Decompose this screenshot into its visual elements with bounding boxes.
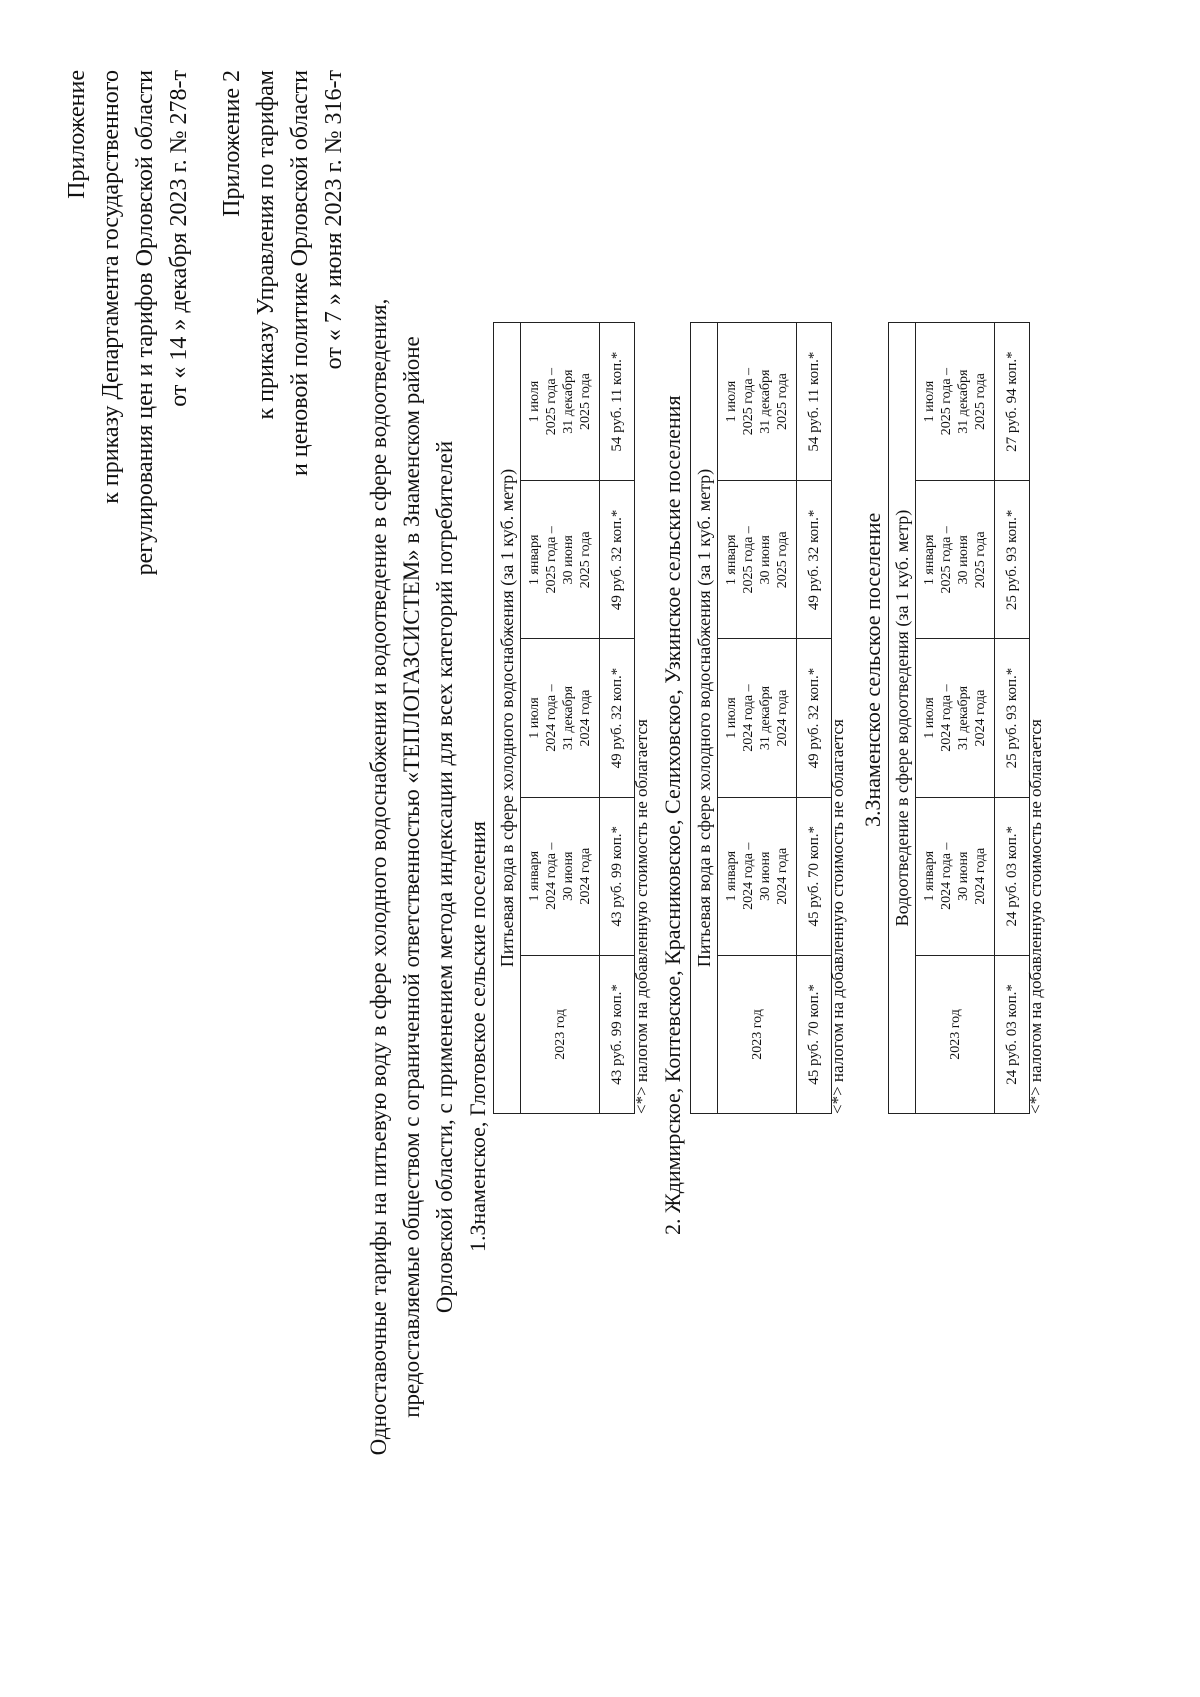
tariff-value: 25 руб. 93 коп.* xyxy=(995,639,1030,797)
tariff-value: 45 руб. 70 коп.* xyxy=(797,797,832,955)
tariff-value: 54 руб. 11 коп.* xyxy=(600,323,635,481)
periods-row xyxy=(521,323,600,1114)
section-heading: 2. Ждимирское, Коптевское, Красниковское, Селиховское, Узкинское сельские поселения xyxy=(660,395,685,1235)
appendix-line: регулирования цен и тарифов Орловской области xyxy=(132,70,158,576)
table-caption: Питьевая вода в сфере холодного водоснабжения (за 1 куб. метр) xyxy=(494,323,521,1114)
periods-row xyxy=(916,323,995,1114)
tariff-value: 49 руб. 32 коп.* xyxy=(797,481,832,639)
tariff-value: 24 руб. 03 коп.* xyxy=(995,797,1030,955)
appendix-date: от « 7 » июня 2023 г. № 316-т xyxy=(321,70,347,370)
appendix-line: к приказу Департамента государственного xyxy=(98,70,124,504)
values-row xyxy=(995,323,1030,1114)
section-heading: 3.Знаменское сельское поселение xyxy=(860,512,885,827)
values-row xyxy=(797,323,832,1114)
appendix-title: Приложение xyxy=(64,70,90,199)
title-line: Одноставочные тарифы на питьевую воду в сфере холодного водоснабжения и водоотведение в сфере водоотведения, xyxy=(366,298,391,1456)
document-title xyxy=(362,57,461,1697)
values-row xyxy=(600,323,635,1114)
period-cell: 2023 год xyxy=(521,955,600,1113)
periods-row xyxy=(718,323,797,1114)
tariff-value: 49 руб. 32 коп.* xyxy=(600,481,635,639)
title-line: предоставляемые обществом с ограниченной ответственностью «ТЕПЛОГАЗСИСТЕМ» в Знаменском районе xyxy=(399,336,424,1418)
period-cell: 1 июля 2024 года – 31 декабря 2024 года xyxy=(521,639,600,797)
appendix-2-header xyxy=(215,70,351,476)
period-cell: 1 января 2025 года – 30 июня 2025 года xyxy=(521,481,600,639)
period-cell: 2023 год xyxy=(718,955,797,1113)
vat-note: <*> налогом на добавленную стоимость не облагается xyxy=(632,719,651,1114)
appendix-line: и ценовой политике Орловской области xyxy=(287,70,313,476)
title-line: Орловской области, с применением метода индексации для всех категорий потребителей xyxy=(432,440,457,1314)
tariff-value: 24 руб. 03 коп.* xyxy=(995,955,1030,1113)
appendix-header xyxy=(60,70,196,575)
period-cell: 1 июля 2025 года – 31 декабря 2025 года xyxy=(718,323,797,481)
table-caption: Питьевая вода в сфере холодного водоснабжения (за 1 куб. метр) xyxy=(691,323,718,1114)
period-cell: 1 января 2025 года – 30 июня 2025 года xyxy=(718,481,797,639)
tariff-value: 49 руб. 32 коп.* xyxy=(600,639,635,797)
period-cell: 1 июля 2024 года – 31 декабря 2024 года xyxy=(916,639,995,797)
appendix-line: к приказу Управления по тарифам xyxy=(253,70,279,420)
period-cell: 1 января 2024 года – 30 июня 2024 года xyxy=(521,797,600,955)
tariff-value: 27 руб. 94 коп.* xyxy=(995,323,1030,481)
section-heading: 1.Знаменское, Глотовское сельские поселения xyxy=(465,821,490,1252)
tariff-table xyxy=(690,322,832,1114)
tariff-value: 43 руб. 99 коп.* xyxy=(600,797,635,955)
tariff-value: 25 руб. 93 коп.* xyxy=(995,481,1030,639)
table-caption: Водоотведение в сфере водоотведения (за 1 куб. метр) xyxy=(889,323,916,1114)
vat-note: <*> налогом на добавленную стоимость не облагается xyxy=(828,719,847,1114)
tariff-value: 43 руб. 99 коп.* xyxy=(600,955,635,1113)
tariff-value: 49 руб. 32 коп.* xyxy=(797,639,832,797)
period-cell: 2023 год xyxy=(916,955,995,1113)
period-cell: 1 января 2025 года – 30 июня 2025 года xyxy=(916,481,995,639)
vat-note: <*> налогом на добавленную стоимость не облагается xyxy=(1026,719,1045,1114)
period-cell: 1 июля 2025 года – 31 декабря 2025 года xyxy=(916,323,995,481)
appendix-date: от « 14 » декабря 2023 г. № 278-т xyxy=(166,70,192,407)
appendix-title: Приложение 2 xyxy=(219,70,245,217)
period-cell: 1 января 2024 года – 30 июня 2024 года xyxy=(916,797,995,955)
tariff-table xyxy=(493,322,635,1114)
tariff-value: 45 руб. 70 коп.* xyxy=(797,955,832,1113)
period-cell: 1 июля 2024 года – 31 декабря 2024 года xyxy=(718,639,797,797)
period-cell: 1 января 2024 года – 30 июня 2024 года xyxy=(718,797,797,955)
tariff-value: 54 руб. 11 коп.* xyxy=(797,323,832,481)
period-cell: 1 июля 2025 года – 31 декабря 2025 года xyxy=(521,323,600,481)
tariff-table xyxy=(888,322,1030,1114)
